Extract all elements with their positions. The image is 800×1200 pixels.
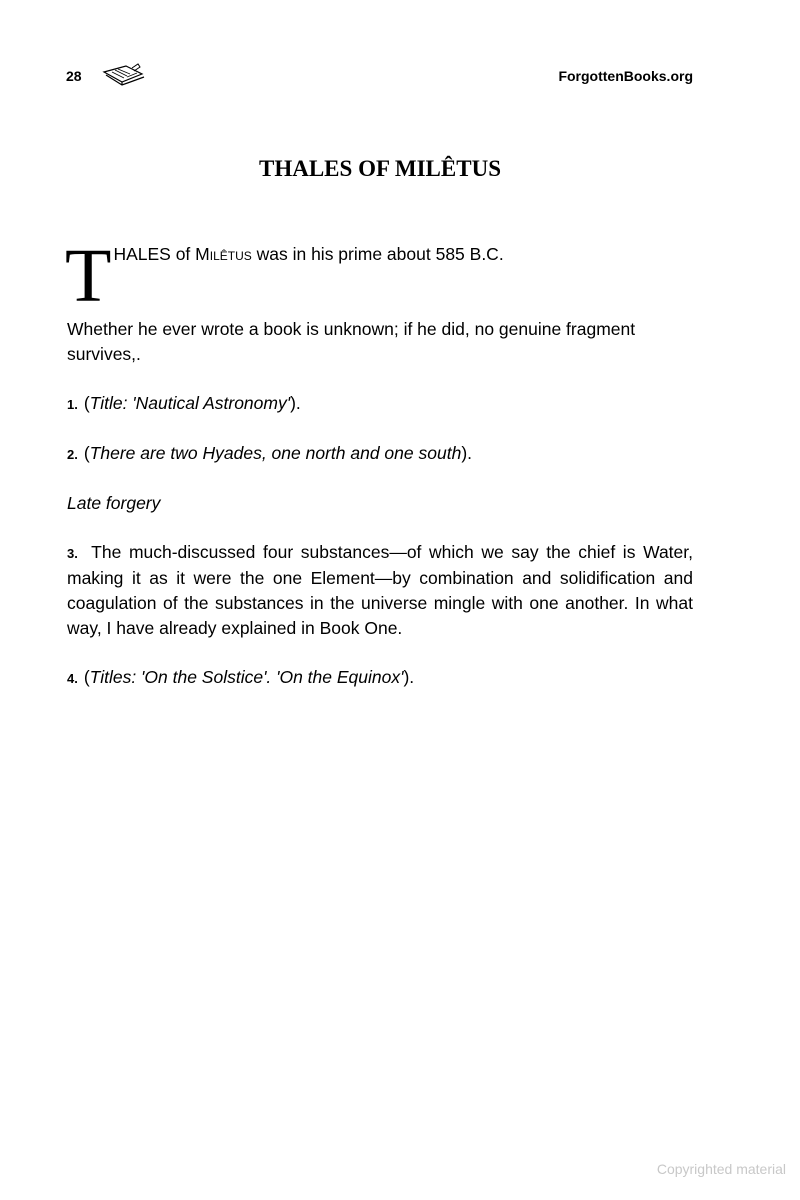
page-content xyxy=(65,234,693,715)
late-forgery-text: Late forgery xyxy=(67,493,161,513)
opening-caps: HALES xyxy=(113,244,171,264)
copyright-watermark: Copyrighted material xyxy=(656,1161,786,1177)
open-book-icon xyxy=(102,62,146,88)
late-forgery-heading xyxy=(67,491,693,516)
fragment-text: The much-discussed four substances—of which we say the chief is Water, making it as it were the one Element—by combination and solidification and coagulation of the substances in the universe mingle with one another. In what way, I have already explained in Book One. xyxy=(67,542,693,638)
fragment-4 xyxy=(67,665,693,691)
fragment-text: There are two Hyades, one north and one south xyxy=(89,443,462,463)
paren-open: ( xyxy=(83,667,90,687)
paren-open: ( xyxy=(83,393,90,413)
fragment-2 xyxy=(67,441,693,467)
paren-close: ). xyxy=(461,443,473,463)
intro-paragraph: Whether he ever wrote a book is unknown; if he did, no genuine fragment survives,. xyxy=(67,319,636,364)
opening-rest: was in his prime about 585 B.C. xyxy=(251,244,504,264)
fragment-number: 2. xyxy=(67,447,78,462)
fragment-text: Title: 'Nautical Astronomy' xyxy=(89,393,291,413)
fragment-number: 3. xyxy=(67,546,78,561)
opening-of: of xyxy=(170,244,196,264)
chapter-title: THALES OF MILÊTUS xyxy=(259,156,501,181)
site-name: ForgottenBooks.org xyxy=(558,68,693,84)
page-number: 28 xyxy=(66,68,82,84)
fragment-3 xyxy=(67,540,693,641)
drop-cap: T xyxy=(65,234,112,318)
fragment-number: 4. xyxy=(67,671,78,686)
paren-close: ). xyxy=(290,393,301,413)
paren-close: ). xyxy=(403,667,415,687)
fragment-text: Titles: 'On the Solstice'. 'On the Equinox' xyxy=(89,667,404,687)
paren-open: ( xyxy=(83,443,90,463)
opening-paragraph xyxy=(65,234,693,318)
fragment-1 xyxy=(67,391,693,417)
fragment-number: 1. xyxy=(67,397,78,412)
opening-name: Milêtus xyxy=(195,244,252,264)
